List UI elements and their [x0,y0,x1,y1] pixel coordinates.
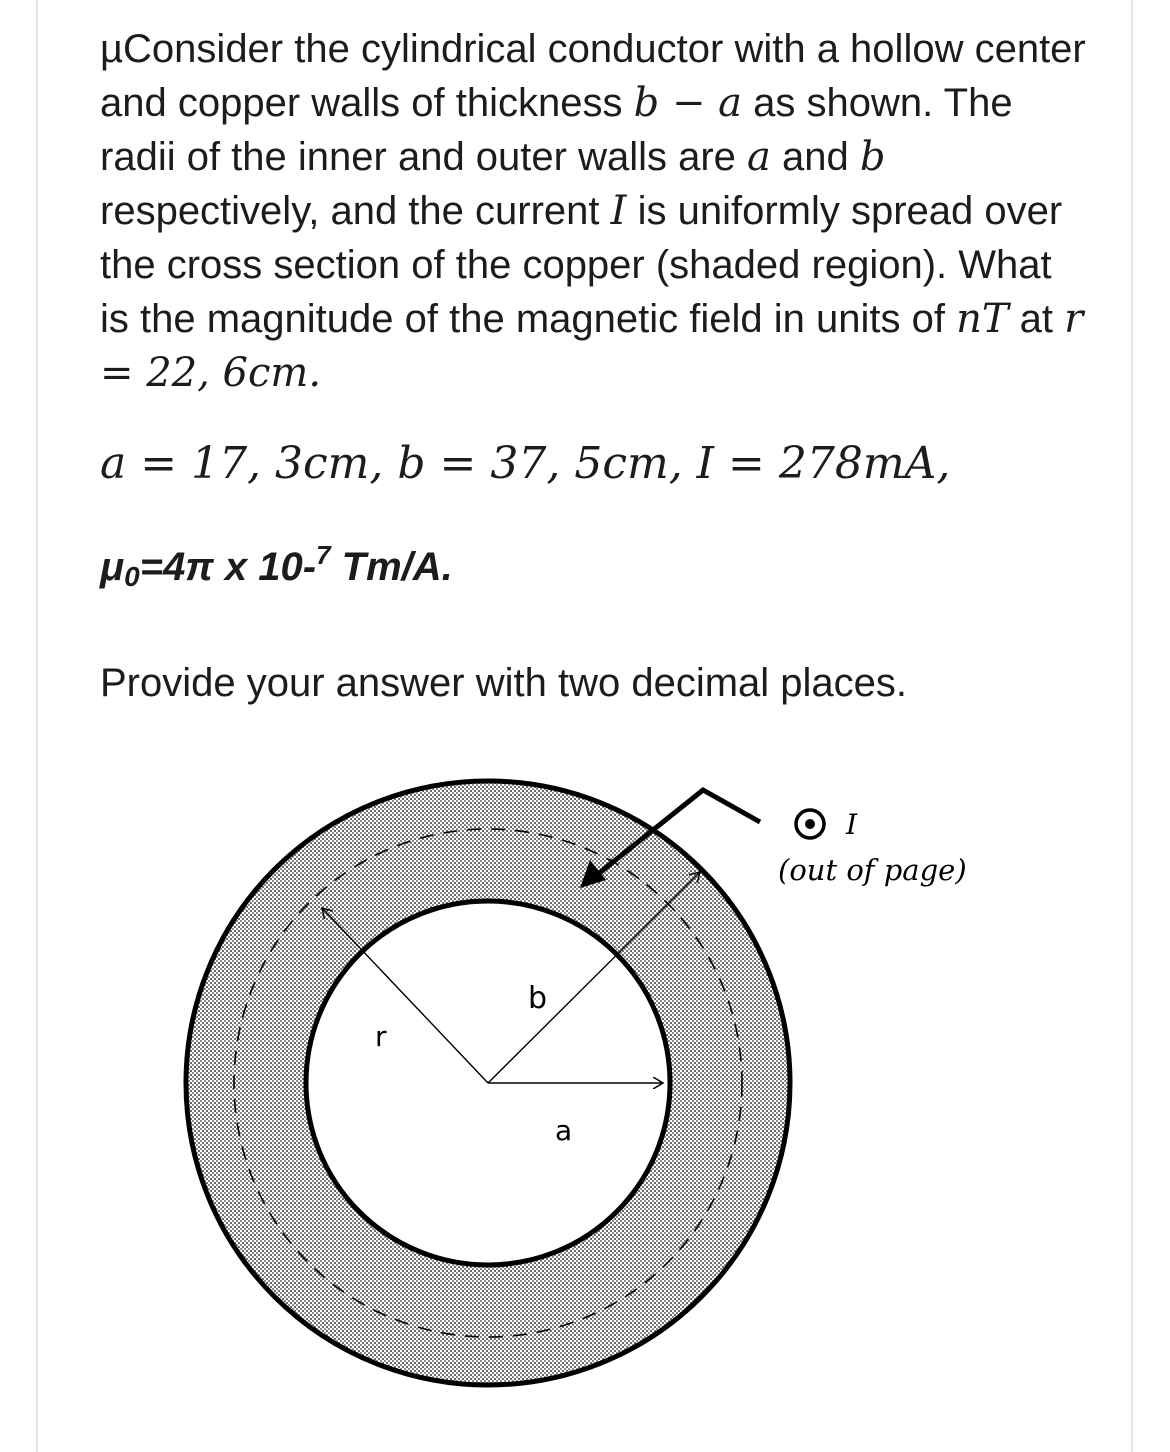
conductor-diagram [150,770,1050,1430]
r-expression: r = 22, 6cm. [100,296,1084,396]
spread-text: is uniformly spread over the cross section of the copper (shaded region). What is the magnitude of the magnetic field in units of [100,189,1063,341]
var-b: b [859,134,886,180]
conductor-figure [150,770,1050,1430]
problem-statement [100,22,1090,400]
mu-exponent: 7 [316,540,331,570]
unit-nT: nT [956,296,1009,342]
var-I: I [610,188,627,234]
intro-text: µConsider the cylindrical conductor with a hollow center and copper walls of thickness [100,27,1086,125]
label-out-of-page: (out of page) [778,853,967,887]
label-a: a [555,1114,573,1147]
frame-left-border [36,0,38,1452]
after-thickness-text: as shown. The radii of the inner and outer walls are [100,81,1013,179]
at-word: at [1019,297,1054,341]
mu-value: =4π x 10- [139,545,317,589]
mu-constant [100,528,1090,604]
respectively-text: respectively, and the current [100,189,600,233]
var-a: a [747,134,771,180]
label-I: I [846,808,858,841]
answer-instruction: Provide your answer with two decimal places. [100,661,908,705]
label-r: r [375,1020,387,1053]
and-word: and [782,135,849,179]
given-values: a = 17, 3cm, b = 37, 5cm, I = 278mA, [100,438,951,489]
problem-content [100,22,1090,710]
label-b: b [528,981,548,1016]
thickness-expression: b − a [633,80,743,126]
mu-unit: Tm/A. [330,545,453,589]
frame-right-border [1131,0,1133,1452]
current-dot-icon [805,819,815,829]
mu-symbol: μ [100,545,125,589]
mu-subscript: 0 [124,561,140,592]
